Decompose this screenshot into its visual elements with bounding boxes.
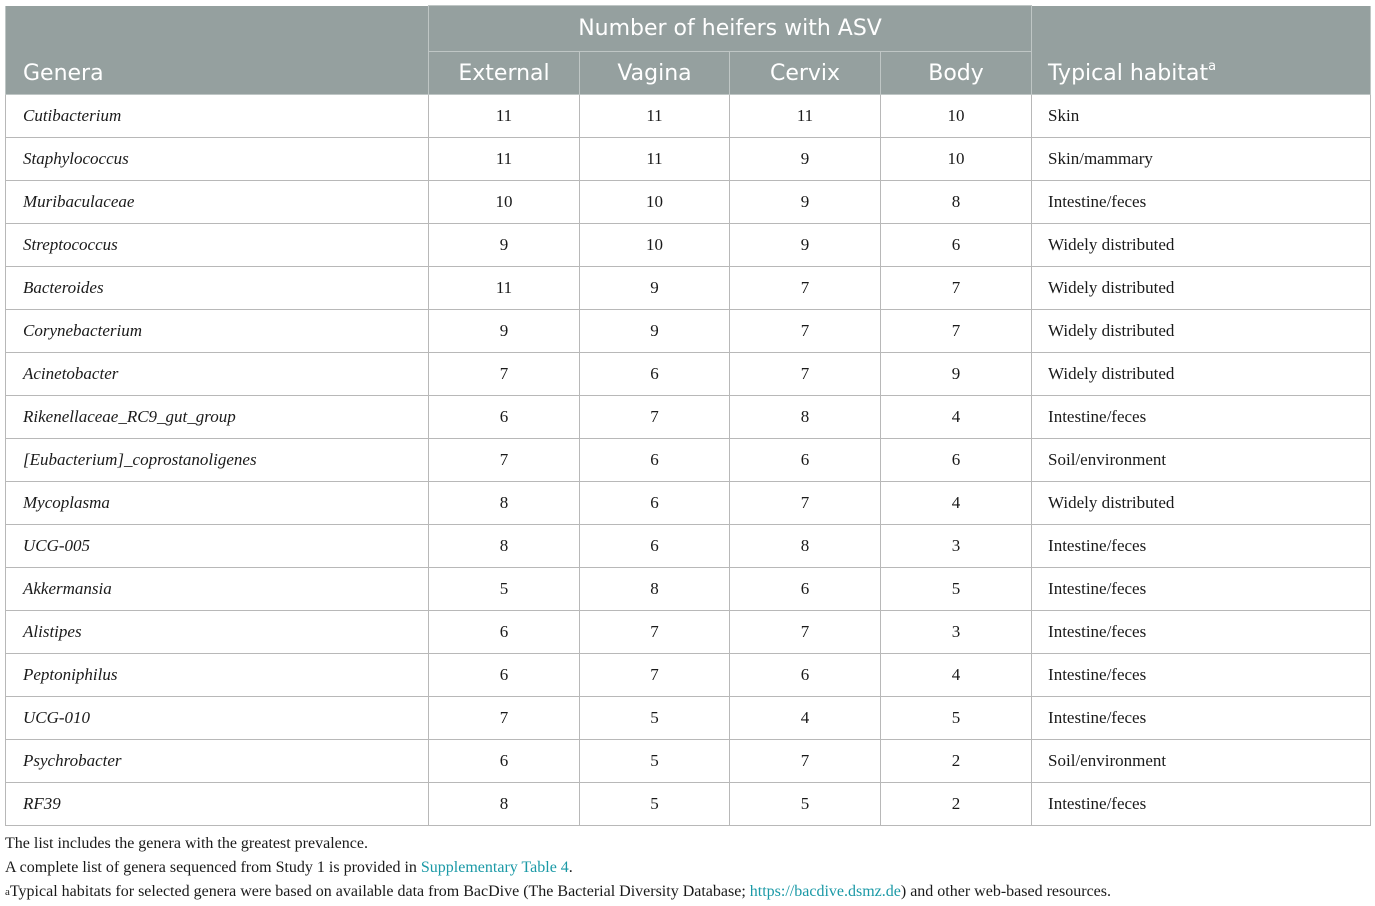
vagina-count: 6 xyxy=(580,439,730,482)
cervix-count: 8 xyxy=(730,525,881,568)
genus-cell: [Eubacterium]_coprostanoligenes xyxy=(6,439,429,482)
external-count: 7 xyxy=(429,697,580,740)
heifers-group-header: Number of heifers with ASV xyxy=(429,6,1032,52)
vagina-count: 11 xyxy=(580,95,730,138)
external-count: 9 xyxy=(429,224,580,267)
bacdive-link[interactable]: https://bacdive.dsmz.de xyxy=(749,883,901,900)
genus-cell: Peptoniphilus xyxy=(6,654,429,697)
habitat-cell: Widely distributed xyxy=(1032,224,1371,267)
cervix-count: 7 xyxy=(730,740,881,783)
vagina-count: 8 xyxy=(580,568,730,611)
vagina-count: 5 xyxy=(580,783,730,826)
vagina-count: 10 xyxy=(580,181,730,224)
habitat-cell: Widely distributed xyxy=(1032,267,1371,310)
table-row xyxy=(6,611,1371,654)
habitat-cell: Intestine/feces xyxy=(1032,783,1371,826)
genus-cell: RF39 xyxy=(6,783,429,826)
footnote-supplementary-text: A complete list of genera sequenced from Study 1 is provided in xyxy=(5,859,421,876)
body-count: 4 xyxy=(881,654,1032,697)
habitat-cell: Skin xyxy=(1032,95,1371,138)
body-count: 10 xyxy=(881,138,1032,181)
cervix-count: 7 xyxy=(730,353,881,396)
vagina-count: 6 xyxy=(580,525,730,568)
habitat-cell: Intestine/feces xyxy=(1032,525,1371,568)
cervix-count: 7 xyxy=(730,267,881,310)
table-row xyxy=(6,224,1371,267)
table-row xyxy=(6,482,1371,525)
body-count: 4 xyxy=(881,482,1032,525)
vagina-count: 5 xyxy=(580,740,730,783)
table-row xyxy=(6,267,1371,310)
vagina-count: 6 xyxy=(580,353,730,396)
cervix-count: 6 xyxy=(730,654,881,697)
external-count: 9 xyxy=(429,310,580,353)
cervix-count: 5 xyxy=(730,783,881,826)
genus-cell: Cutibacterium xyxy=(6,95,429,138)
vagina-count: 6 xyxy=(580,482,730,525)
habitat-cell: Intestine/feces xyxy=(1032,697,1371,740)
table-row xyxy=(6,525,1371,568)
external-count: 11 xyxy=(429,267,580,310)
cervix-count: 4 xyxy=(730,697,881,740)
body-count: 7 xyxy=(881,267,1032,310)
habitat-cell: Intestine/feces xyxy=(1032,654,1371,697)
body-count: 3 xyxy=(881,611,1032,654)
body-count: 3 xyxy=(881,525,1032,568)
body-count: 6 xyxy=(881,439,1032,482)
table-body xyxy=(6,95,1371,826)
genera-header: Genera xyxy=(6,6,429,95)
genus-cell: Rikenellaceae_RC9_gut_group xyxy=(6,396,429,439)
external-count: 6 xyxy=(429,740,580,783)
genus-cell: Muribaculaceae xyxy=(6,181,429,224)
genus-cell: Psychrobacter xyxy=(6,740,429,783)
habitat-header-label: Typical habitat xyxy=(1048,61,1209,86)
vagina-count: 7 xyxy=(580,396,730,439)
habitat-header xyxy=(1032,6,1371,95)
cervix-count: 6 xyxy=(730,439,881,482)
body-count: 5 xyxy=(881,697,1032,740)
genus-cell: Streptococcus xyxy=(6,224,429,267)
body-count: 9 xyxy=(881,353,1032,396)
footnote-habitat-end: ) and other web-based resources. xyxy=(900,883,1111,900)
external-count: 6 xyxy=(429,654,580,697)
habitat-cell: Intestine/feces xyxy=(1032,181,1371,224)
vagina-count: 10 xyxy=(580,224,730,267)
footnote-supplementary xyxy=(5,856,1370,880)
external-count: 7 xyxy=(429,353,580,396)
table-row xyxy=(6,697,1371,740)
habitat-cell: Soil/environment xyxy=(1032,439,1371,482)
habitat-cell: Widely distributed xyxy=(1032,310,1371,353)
cervix-count: 7 xyxy=(730,611,881,654)
body-count: 5 xyxy=(881,568,1032,611)
habitat-header-footnote-mark: a xyxy=(1208,59,1217,74)
genus-cell: Akkermansia xyxy=(6,568,429,611)
cervix-count: 9 xyxy=(730,224,881,267)
body-count: 4 xyxy=(881,396,1032,439)
table-row xyxy=(6,95,1371,138)
footnote-prevalence: The list includes the genera with the greatest prevalence. xyxy=(5,835,368,852)
external-count: 6 xyxy=(429,396,580,439)
external-count: 11 xyxy=(429,138,580,181)
table-row xyxy=(6,310,1371,353)
cervix-count: 9 xyxy=(730,138,881,181)
table-row xyxy=(6,740,1371,783)
footnote-habitat-text: Typical habitats for selected genera were based on available data from BacDive (The Bacterial Diversity Database; xyxy=(9,883,750,900)
cervix-count: 9 xyxy=(730,181,881,224)
body-count: 6 xyxy=(881,224,1032,267)
vagina-header: Vagina xyxy=(580,52,730,95)
external-count: 5 xyxy=(429,568,580,611)
vagina-count: 7 xyxy=(580,654,730,697)
body-count: 8 xyxy=(881,181,1032,224)
genus-cell: UCG-005 xyxy=(6,525,429,568)
table-row xyxy=(6,138,1371,181)
cervix-count: 6 xyxy=(730,568,881,611)
table-row xyxy=(6,181,1371,224)
body-count: 10 xyxy=(881,95,1032,138)
body-count: 2 xyxy=(881,740,1032,783)
external-count: 11 xyxy=(429,95,580,138)
genus-cell: Staphylococcus xyxy=(6,138,429,181)
cervix-count: 8 xyxy=(730,396,881,439)
cervix-header: Cervix xyxy=(730,52,881,95)
habitat-cell: Widely distributed xyxy=(1032,482,1371,525)
habitat-cell: Intestine/feces xyxy=(1032,611,1371,654)
footnote-mark: a xyxy=(5,886,10,898)
supplementary-table-link[interactable]: Supplementary Table 4 xyxy=(420,859,569,876)
cervix-count: 7 xyxy=(730,482,881,525)
external-count: 7 xyxy=(429,439,580,482)
external-count: 8 xyxy=(429,525,580,568)
external-count: 10 xyxy=(429,181,580,224)
footnote-habitat xyxy=(5,880,1370,904)
table-row xyxy=(6,654,1371,697)
habitat-cell: Soil/environment xyxy=(1032,740,1371,783)
habitat-cell: Intestine/feces xyxy=(1032,568,1371,611)
body-header: Body xyxy=(881,52,1032,95)
habitat-cell: Skin/mammary xyxy=(1032,138,1371,181)
external-count: 8 xyxy=(429,783,580,826)
table-row xyxy=(6,396,1371,439)
genera-table xyxy=(5,5,1371,826)
genus-cell: Acinetobacter xyxy=(6,353,429,396)
genus-cell: Mycoplasma xyxy=(6,482,429,525)
table-row xyxy=(6,439,1371,482)
vagina-count: 5 xyxy=(580,697,730,740)
genus-cell: Corynebacterium xyxy=(6,310,429,353)
cervix-count: 11 xyxy=(730,95,881,138)
external-count: 6 xyxy=(429,611,580,654)
external-header: External xyxy=(429,52,580,95)
vagina-count: 11 xyxy=(580,138,730,181)
vagina-count: 9 xyxy=(580,310,730,353)
body-count: 7 xyxy=(881,310,1032,353)
genus-cell: Alistipes xyxy=(6,611,429,654)
table-row xyxy=(6,783,1371,826)
external-count: 8 xyxy=(429,482,580,525)
habitat-cell: Intestine/feces xyxy=(1032,396,1371,439)
genus-cell: UCG-010 xyxy=(6,697,429,740)
habitat-cell: Widely distributed xyxy=(1032,353,1371,396)
table-row xyxy=(6,568,1371,611)
vagina-count: 9 xyxy=(580,267,730,310)
table-footnotes xyxy=(5,832,1370,904)
genus-cell: Bacteroides xyxy=(6,267,429,310)
vagina-count: 7 xyxy=(580,611,730,654)
body-count: 2 xyxy=(881,783,1032,826)
footnote-supplementary-end: . xyxy=(568,859,573,876)
table-row xyxy=(6,353,1371,396)
cervix-count: 7 xyxy=(730,310,881,353)
